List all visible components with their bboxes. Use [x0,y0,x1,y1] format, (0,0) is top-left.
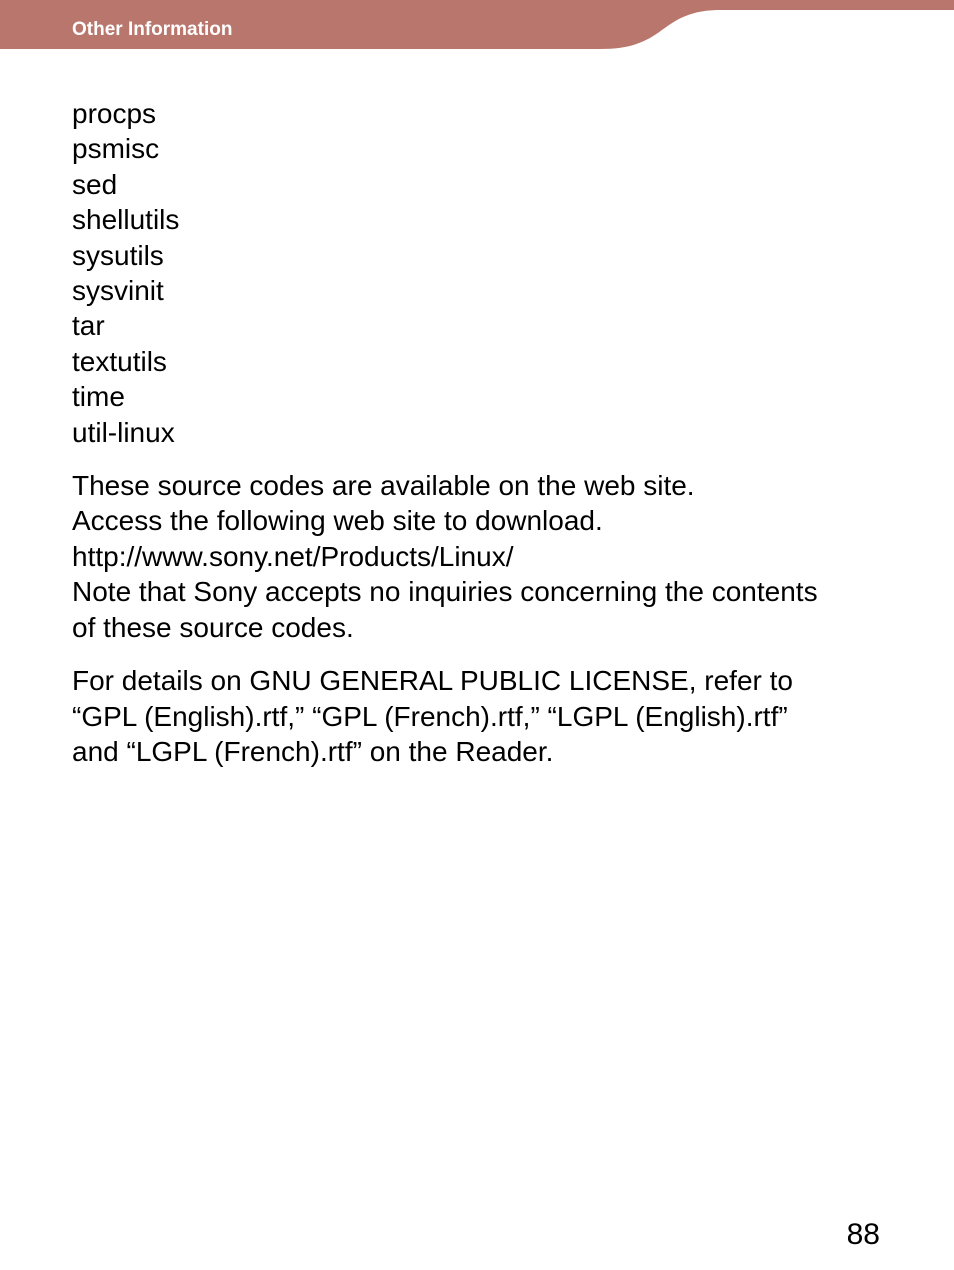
list-item: psmisc [72,133,160,165]
section-header [0,0,954,50]
page-content [72,96,902,769]
inquiry-note-text: Note that Sony accepts no inquiries concerning the contents [72,576,818,608]
section-title: Other Information [72,19,233,40]
inquiry-note-text-continued: of these source codes. [72,611,354,643]
package-list [72,96,902,450]
list-item: procps [72,98,157,129]
license-text-line: and “LGPL (French).rtf” on the Reader. [72,735,554,767]
source-code-paragraph [72,468,902,645]
license-paragraph [72,663,902,769]
list-item: sysvinit [72,275,164,307]
list-item: tar [72,310,105,342]
list-item: time [72,381,125,413]
page-number: 88 [846,1218,880,1251]
list-item: util-linux [72,416,175,448]
download-instruction-text: Access the following web site to download. [72,505,603,537]
source-availability-text: These source codes are available on the web site. [72,470,695,502]
list-item: shellutils [72,204,180,236]
license-text-line: “GPL (English).rtf,” “GPL (French).rtf,” “LGPL (English).rtf” [72,700,788,732]
download-url: http://www.sony.net/Products/Linux/ [72,540,514,572]
list-item: textutils [72,345,167,377]
license-text-line: For details on GNU GENERAL PUBLIC LICENSE, refer to [72,665,793,697]
list-item: sysutils [72,239,164,271]
list-item: sed [72,168,118,200]
